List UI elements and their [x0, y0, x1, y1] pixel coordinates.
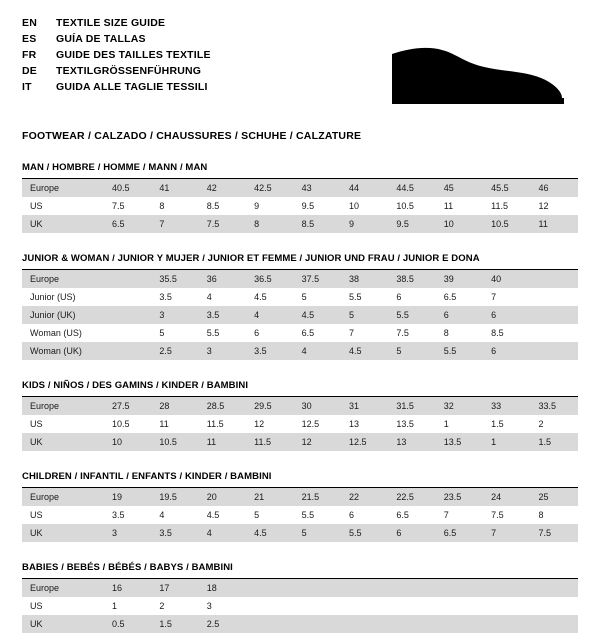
size-cell — [483, 579, 530, 597]
size-cell: 5.5 — [341, 288, 388, 306]
row-label: Europe — [22, 179, 104, 197]
size-cell: 4 — [199, 288, 246, 306]
size-cell: 20 — [199, 488, 246, 506]
size-cell: 3 — [199, 597, 246, 615]
size-cell: 4.5 — [246, 524, 293, 542]
size-cell: 6.5 — [294, 324, 341, 342]
size-cell: 10.5 — [151, 433, 198, 451]
table-row — [22, 615, 578, 633]
row-label: Junior (US) — [22, 288, 104, 306]
size-cell: 5.5 — [199, 324, 246, 342]
size-group — [22, 253, 578, 360]
size-cell: 0.5 — [104, 615, 151, 633]
size-cell: 4 — [246, 306, 293, 324]
language-title: TEXTILE SIZE GUIDE — [56, 17, 166, 29]
size-cell — [104, 342, 151, 360]
size-cell: 17 — [151, 579, 198, 597]
size-cell: 12 — [294, 433, 341, 451]
size-cell — [531, 615, 578, 633]
size-cell: 6.5 — [388, 506, 435, 524]
size-table — [22, 488, 578, 542]
table-row — [22, 342, 578, 360]
size-cell: 7.5 — [104, 197, 151, 215]
size-cell: 13 — [341, 415, 388, 433]
size-cell: 9 — [246, 197, 293, 215]
language-code: EN — [22, 17, 37, 29]
table-row — [22, 215, 578, 233]
size-cell: 8 — [531, 506, 578, 524]
size-cell: 45.5 — [483, 179, 530, 197]
language-title: TEXTILGRÖSSENFÜHRUNG — [56, 65, 202, 77]
size-cell: 12 — [531, 197, 578, 215]
size-cell: 5 — [341, 306, 388, 324]
size-cell: 41 — [151, 179, 198, 197]
size-cell — [341, 579, 388, 597]
size-group-heading: MAN / HOMBRE / HOMME / MANN / MAN — [22, 162, 578, 179]
size-cell — [531, 342, 578, 360]
size-cell: 23.5 — [436, 488, 483, 506]
size-cell: 7.5 — [531, 524, 578, 542]
row-label: US — [22, 506, 104, 524]
size-cell: 30 — [294, 397, 341, 415]
size-cell: 3 — [199, 342, 246, 360]
row-label: Europe — [22, 579, 104, 597]
size-cell — [104, 324, 151, 342]
size-group — [22, 162, 578, 233]
size-cell: 3 — [104, 524, 151, 542]
size-cell: 4.5 — [294, 306, 341, 324]
size-cell: 5 — [294, 524, 341, 542]
size-cell: 5 — [151, 324, 198, 342]
size-cell: 5 — [294, 288, 341, 306]
size-tables — [22, 162, 578, 633]
size-cell: 11 — [531, 215, 578, 233]
size-cell: 28 — [151, 397, 198, 415]
size-cell: 42.5 — [246, 179, 293, 197]
size-cell: 19 — [104, 488, 151, 506]
size-cell: 44 — [341, 179, 388, 197]
language-title: GUÍA DE TALLAS — [56, 33, 146, 45]
language-row — [22, 64, 211, 79]
size-cell — [341, 615, 388, 633]
size-cell: 40 — [483, 270, 530, 288]
size-cell: 10 — [341, 197, 388, 215]
size-cell — [436, 579, 483, 597]
size-cell: 16 — [104, 579, 151, 597]
size-cell: 6 — [246, 324, 293, 342]
size-cell: 8 — [246, 215, 293, 233]
row-label: Woman (UK) — [22, 342, 104, 360]
size-cell: 6.5 — [436, 288, 483, 306]
size-cell: 3.5 — [151, 288, 198, 306]
table-row — [22, 306, 578, 324]
size-cell — [531, 270, 578, 288]
dress-shoe-icon — [384, 32, 574, 112]
size-cell: 32 — [436, 397, 483, 415]
size-cell: 4 — [151, 506, 198, 524]
language-row — [22, 80, 211, 95]
size-cell: 8.5 — [294, 215, 341, 233]
size-cell: 31 — [341, 397, 388, 415]
size-cell: 5.5 — [388, 306, 435, 324]
size-cell: 6 — [483, 342, 530, 360]
size-group-heading: BABIES / BEBÉS / BÉBÉS / BABYS / BAMBINI — [22, 562, 578, 579]
size-cell: 5.5 — [294, 506, 341, 524]
size-cell: 1.5 — [483, 415, 530, 433]
size-cell: 4.5 — [341, 342, 388, 360]
size-cell: 8.5 — [483, 324, 530, 342]
size-cell: 36 — [199, 270, 246, 288]
size-cell — [531, 579, 578, 597]
size-cell: 10.5 — [388, 197, 435, 215]
footwear-section-title: FOOTWEAR / CALZADO / CHAUSSURES / SCHUHE / CALZATURE — [22, 130, 362, 142]
row-label: Europe — [22, 397, 104, 415]
size-cell: 6 — [341, 506, 388, 524]
size-cell — [104, 270, 151, 288]
row-label: US — [22, 415, 104, 433]
size-cell: 10 — [104, 433, 151, 451]
size-cell: 2 — [151, 597, 198, 615]
size-cell — [531, 324, 578, 342]
size-cell: 11 — [199, 433, 246, 451]
size-cell: 44.5 — [388, 179, 435, 197]
size-cell: 12.5 — [294, 415, 341, 433]
size-cell: 1 — [436, 415, 483, 433]
size-cell: 3.5 — [104, 506, 151, 524]
row-label: Europe — [22, 270, 104, 288]
size-cell: 7 — [436, 506, 483, 524]
table-row — [22, 579, 578, 597]
table-row — [22, 288, 578, 306]
table-row — [22, 324, 578, 342]
language-row — [22, 32, 211, 47]
size-cell: 2.5 — [199, 615, 246, 633]
table-row — [22, 524, 578, 542]
size-cell: 11.5 — [483, 197, 530, 215]
size-cell: 2 — [531, 415, 578, 433]
size-cell: 13.5 — [436, 433, 483, 451]
size-cell: 9.5 — [294, 197, 341, 215]
size-cell: 39 — [436, 270, 483, 288]
size-cell — [104, 288, 151, 306]
size-cell — [388, 579, 435, 597]
language-title: GUIDA ALLE TAGLIE TESSILI — [56, 81, 208, 93]
row-label: Europe — [22, 488, 104, 506]
header — [22, 16, 578, 112]
size-cell: 27.5 — [104, 397, 151, 415]
size-cell: 3.5 — [151, 524, 198, 542]
size-cell: 46 — [531, 179, 578, 197]
size-cell: 24 — [483, 488, 530, 506]
size-cell — [294, 579, 341, 597]
size-group — [22, 380, 578, 451]
size-cell: 8 — [436, 324, 483, 342]
size-cell: 13 — [388, 433, 435, 451]
size-cell — [246, 579, 293, 597]
size-cell — [294, 615, 341, 633]
size-cell — [388, 615, 435, 633]
size-cell — [104, 306, 151, 324]
size-cell: 9 — [341, 215, 388, 233]
row-label: UK — [22, 433, 104, 451]
size-cell: 7 — [341, 324, 388, 342]
size-cell: 31.5 — [388, 397, 435, 415]
size-cell: 43 — [294, 179, 341, 197]
size-cell: 4 — [294, 342, 341, 360]
size-cell: 1.5 — [151, 615, 198, 633]
size-cell: 1 — [483, 433, 530, 451]
row-label: UK — [22, 215, 104, 233]
table-row — [22, 197, 578, 215]
size-cell: 42 — [199, 179, 246, 197]
size-cell: 11.5 — [199, 415, 246, 433]
size-cell: 10.5 — [483, 215, 530, 233]
size-table — [22, 397, 578, 451]
size-cell: 3.5 — [246, 342, 293, 360]
size-cell — [483, 615, 530, 633]
size-cell: 21 — [246, 488, 293, 506]
table-row — [22, 179, 578, 197]
size-cell: 18 — [199, 579, 246, 597]
size-cell: 38.5 — [388, 270, 435, 288]
size-cell: 6 — [388, 288, 435, 306]
size-cell: 7 — [483, 524, 530, 542]
size-cell: 10.5 — [104, 415, 151, 433]
size-cell: 9.5 — [388, 215, 435, 233]
size-cell: 5.5 — [341, 524, 388, 542]
size-cell: 6 — [436, 306, 483, 324]
size-cell: 8 — [151, 197, 198, 215]
size-cell: 19.5 — [151, 488, 198, 506]
size-cell: 8.5 — [199, 197, 246, 215]
size-cell: 11.5 — [246, 433, 293, 451]
size-cell — [531, 288, 578, 306]
size-cell: 10 — [436, 215, 483, 233]
size-cell: 38 — [341, 270, 388, 288]
size-cell: 4.5 — [199, 506, 246, 524]
size-cell: 29.5 — [246, 397, 293, 415]
language-code: DE — [22, 65, 37, 77]
row-label: US — [22, 197, 104, 215]
size-cell: 3.5 — [199, 306, 246, 324]
table-row — [22, 270, 578, 288]
size-cell: 35.5 — [151, 270, 198, 288]
size-group — [22, 562, 578, 633]
language-row — [22, 48, 211, 63]
size-cell: 7.5 — [483, 506, 530, 524]
language-list — [22, 16, 211, 95]
size-cell: 4 — [199, 524, 246, 542]
table-row — [22, 433, 578, 451]
table-row — [22, 415, 578, 433]
size-group — [22, 471, 578, 542]
size-cell: 1 — [104, 597, 151, 615]
size-cell: 33 — [483, 397, 530, 415]
size-cell: 37.5 — [294, 270, 341, 288]
size-cell: 21.5 — [294, 488, 341, 506]
language-code: FR — [22, 49, 37, 61]
size-cell: 13.5 — [388, 415, 435, 433]
size-cell: 6 — [388, 524, 435, 542]
row-label: US — [22, 597, 104, 615]
size-cell: 36.5 — [246, 270, 293, 288]
size-cell: 25 — [531, 488, 578, 506]
row-label: Woman (US) — [22, 324, 104, 342]
size-cell: 28.5 — [199, 397, 246, 415]
size-cell: 11 — [436, 197, 483, 215]
size-cell: 3 — [151, 306, 198, 324]
table-row — [22, 506, 578, 524]
size-cell — [436, 615, 483, 633]
size-cell: 7.5 — [199, 215, 246, 233]
size-cell: 5.5 — [436, 342, 483, 360]
language-row — [22, 16, 211, 31]
size-cell: 7 — [483, 288, 530, 306]
table-row — [22, 488, 578, 506]
size-cell: 40.5 — [104, 179, 151, 197]
size-cell: 7.5 — [388, 324, 435, 342]
size-cell: 4.5 — [246, 288, 293, 306]
size-table — [22, 270, 578, 360]
size-cell: 7 — [151, 215, 198, 233]
language-code: IT — [22, 81, 32, 93]
row-label: UK — [22, 524, 104, 542]
size-cell: 22 — [341, 488, 388, 506]
size-table — [22, 579, 578, 633]
size-cell: 2.5 — [151, 342, 198, 360]
size-group-heading: KIDS / NIÑOS / DES GAMINS / KINDER / BAMBINI — [22, 380, 578, 397]
size-group-heading: CHILDREN / INFANTIL / ENFANTS / KINDER / BAMBINI — [22, 471, 578, 488]
language-title: GUIDE DES TAILLES TEXTILE — [56, 49, 211, 61]
size-group-heading: JUNIOR & WOMAN / JUNIOR Y MUJER / JUNIOR ET FEMME / JUNIOR UND FRAU / JUNIOR E DONA — [22, 253, 578, 270]
size-cell: 12.5 — [341, 433, 388, 451]
size-cell: 5 — [246, 506, 293, 524]
size-cell: 11 — [151, 415, 198, 433]
row-label: Junior (UK) — [22, 306, 104, 324]
language-code: ES — [22, 33, 37, 45]
size-cell: 33.5 — [531, 397, 578, 415]
table-row — [22, 397, 578, 415]
size-cell — [246, 615, 293, 633]
size-cell: 1.5 — [531, 433, 578, 451]
row-label: UK — [22, 615, 104, 633]
size-cell: 5 — [388, 342, 435, 360]
size-cell — [531, 306, 578, 324]
size-cell: 45 — [436, 179, 483, 197]
size-cell: 12 — [246, 415, 293, 433]
size-table — [22, 179, 578, 233]
size-cell: 22.5 — [388, 488, 435, 506]
size-cell: 6 — [483, 306, 530, 324]
size-cell: 6.5 — [436, 524, 483, 542]
size-cell: 6.5 — [104, 215, 151, 233]
